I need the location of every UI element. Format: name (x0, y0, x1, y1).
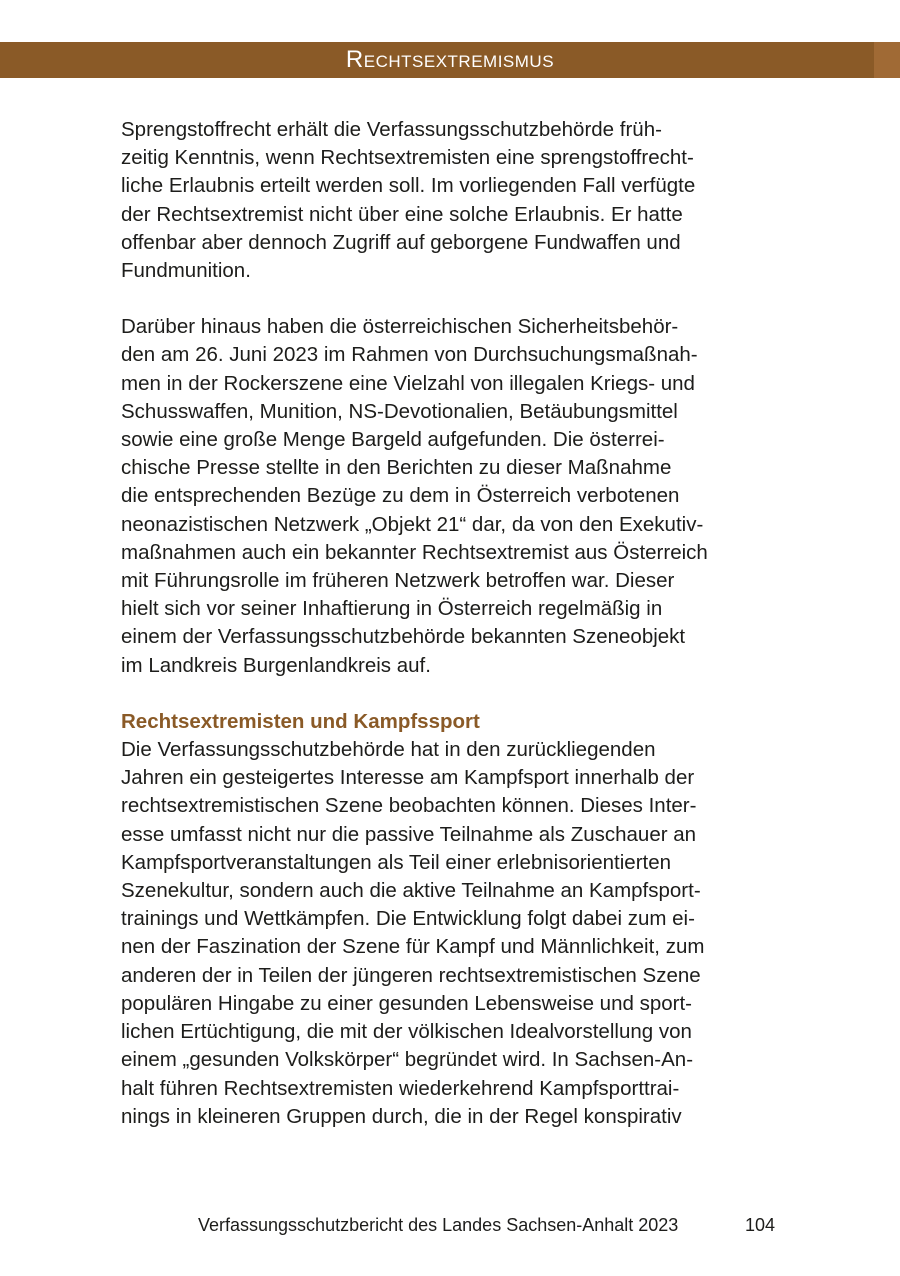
paragraph-gap (121, 285, 781, 313)
paragraph-gap (121, 680, 781, 708)
paragraph-explosives: Sprengstoffrecht erhält die Verfassungsschutzbehörde früh- zeitig Kenntnis, wenn Rechtsextremisten eine sprengstoffrecht- liche Erlaubnis erteilt werden soll. Im vorliegenden Fall verfügte der Rechtsextremist nicht über eine solche Erlaubnis. Er hatte offenbar aber dennoch Zugriff auf geborgene Fundwaffen und Fundmunition. (121, 118, 696, 283)
page-number: 104 (745, 1215, 776, 1235)
chapter-title: Rechtsextremismus (345, 46, 555, 73)
paragraph-martial-arts: Die Verfassungsschutzbehörde hat in den zurückliegenden Jahren ein gesteigertes Interesse am Kampfsport innerhalb der rechtsextremistischen Szene beobachten können. Dieses Inter- esse umfasst nicht nur die passive Teilnahme als Zuschauer an Kampfsportveranstaltungen als Teil einer erlebnisorientierten Szenekultur, sondern auch die aktive Teilnahme an Kampfsport- trainings und Wettkämpfen. Die Entwicklung folgt dabei zum ei- nen der Faszination der Szene für Kampf und Männlichkeit, zum anderen der in Teilen der jüngeren rechtsextremistischen Szene populären Hingabe zu einer gesunden Lebensweise und sport- lichen Ertüchtigung, die mit der völkischen Idealvorstellung von einem „gesunden Volkskörper“ begründet wird. In Sachsen-An- halt führen Rechtsextremisten wiederkehrend Kampfsporttrai- nings in kleineren Gruppen durch, die in der Regel konspirativ (121, 738, 705, 1128)
paragraph-austria-raid: Darüber hinaus haben die österreichischen Sicherheitsbehör- den am 26. Juni 2023 im Rahmen von Durchsuchungsmaßnah- men in der Rockerszene eine Vielzahl von illegalen Kriegs- und Schusswaffen, Munition, NS-Devotionalien, Betäubungsmittel sowie eine große Menge Bargeld aufgefunden. Die österrei- chische Presse stellte in den Berichten zu dieser Maßnahme die entsprechenden Bezüge zu dem in Österreich verbotenen neonazistischen Netzwerk „Objekt 21“ dar, da von den Exekutiv- maßnahmen auch ein bekannter Rechtsextremist aus Österreich mit Führungsrolle im früheren Netzwerk betroffen war. Dieser hielt sich vor seiner Inhaftierung in Österreich regelmäßig in einem der Verfassungsschutzbehörde bekannten Szeneobjekt im Landkreis Burgenlandkreis auf. (121, 315, 708, 677)
footer-report-title: Verfassungsschutzbericht des Landes Sachsen-Anhalt 2023 (198, 1215, 679, 1235)
main-content (121, 116, 781, 1131)
section-heading: Rechtsextremisten und Kampfssport (121, 709, 480, 733)
